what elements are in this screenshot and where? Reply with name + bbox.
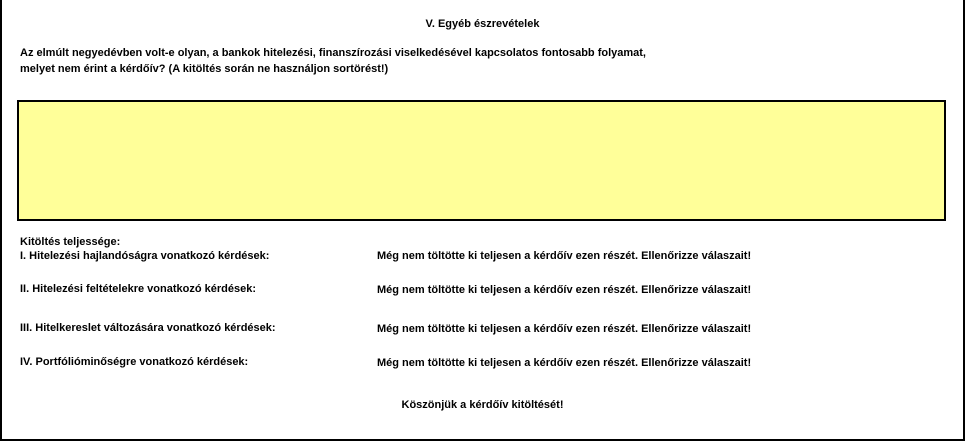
section-4-status: Még nem töltötte ki teljesen a kérdőív ezen részét. Ellenőrizze válaszait! (377, 357, 752, 369)
thank-you-message: Köszönjük a kérdőív kitöltését! (401, 399, 564, 411)
question-line-1: Az elmúlt negyedévben volt-e olyan, a bankok hitelezési, finanszírozási viselkedésével kapcsolatos fontosabb folyamat, (20, 47, 646, 59)
comment-input[interactable] (17, 100, 946, 221)
section-title: V. Egyéb észrevételek (425, 18, 540, 30)
section-3-status: Még nem töltötte ki teljesen a kérdőív ezen részét. Ellenőrizze válaszait! (377, 323, 752, 335)
section-1-label: I. Hitelezési hajlandóságra vonatkozó kérdések: (20, 250, 270, 262)
section-2-status: Még nem töltötte ki teljesen a kérdőív ezen részét. Ellenőrizze válaszait! (377, 284, 752, 296)
section-1-status: Még nem töltötte ki teljesen a kérdőív ezen részét. Ellenőrizze válaszait! (377, 250, 752, 262)
section-2-label: II. Hitelezési feltételekre vonatkozó kérdések: (20, 283, 256, 295)
section-4-label: IV. Portfólióminőségre vonatkozó kérdések: (20, 356, 249, 368)
section-3-label: III. Hitelkereslet változására vonatkozó kérdések: (20, 322, 276, 334)
question-text (20, 45, 646, 77)
completeness-heading: Kitöltés teljessége: (20, 236, 121, 248)
question-line-2: melyet nem érint a kérdőív? (A kitöltés során ne használjon sortörést!) (20, 63, 389, 75)
